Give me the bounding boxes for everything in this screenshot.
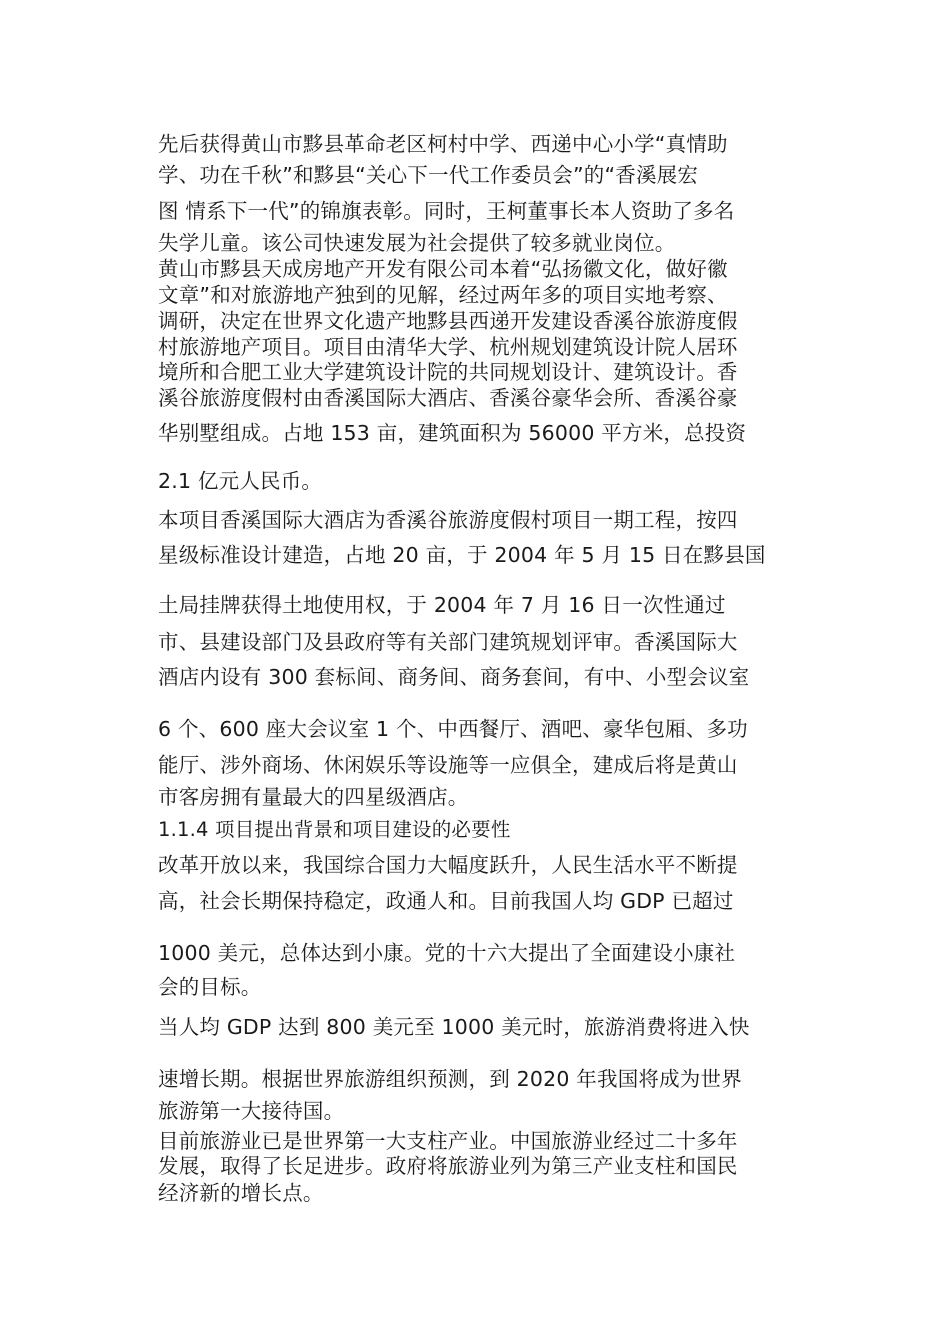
text-line: 6 个、600 座大会议室 1 个、中西餐厅、酒吧、豪华包厢、多功 [158, 717, 748, 741]
section-heading: 1.1.4 项目提出背景和项目建设的必要性 [158, 818, 511, 841]
text-line: 图 情系下一代”的锦旗表彰。同时，王柯董事长本人资助了多名 [158, 199, 735, 223]
text-line: 市、县建设部门及县政府等有关部门建筑规划评审。香溪国际大 [158, 630, 738, 654]
text-line: 改革开放以来，我国综合国力大幅度跃升，人民生活水平不断提 [158, 853, 738, 877]
text-line: 溪谷旅游度假村由香溪国际大酒店、香溪谷豪华会所、香溪谷豪 [158, 386, 738, 410]
text-line: 能厅、涉外商场、休闲娱乐等设施等一应俱全，建成后将是黄山 [158, 753, 738, 777]
text-line: 市客房拥有量最大的四星级酒店。 [158, 785, 469, 809]
text-line: 黄山市黟县天成房地产开发有限公司本着“弘扬徽文化，做好徽 [158, 257, 728, 281]
text-line: 调研，决定在世界文化遗产地黟县西递开发建设香溪谷旅游度假 [158, 309, 738, 333]
text-line: 文章”和对旅游地产独到的见解，经过两年多的项目实地考察、 [158, 283, 728, 307]
text-line: 失学儿童。该公司快速发展为社会提供了较多就业岗位。 [158, 231, 676, 255]
text-line: 会的目标。 [158, 975, 262, 999]
text-line: 酒店内设有 300 套标间、商务间、商务套间，有中、小型会议室 [158, 665, 750, 689]
text-line: 先后获得黄山市黟县革命老区柯村中学、西递中心小学“真情助 [158, 132, 728, 156]
text-line: 当人均 GDP 达到 800 美元至 1000 美元时，旅游消费将进入快 [158, 1015, 750, 1039]
text-line: 高，社会长期保持稳定，政通人和。目前我国人均 GDP 已超过 [158, 889, 734, 913]
text-line: 境所和合肥工业大学建筑设计院的共同规划设计、建筑设计。香 [158, 360, 738, 384]
text-line: 速增长期。根据世界旅游组织预测，到 2020 年我国将成为世界 [158, 1067, 742, 1091]
text-line: 土局挂牌获得土地使用权，于 2004 年 7 月 16 日一次性通过 [158, 593, 726, 617]
text-line: 发展，取得了长足进步。政府将旅游业列为第三产业支柱和国民 [158, 1154, 738, 1178]
text-line: 本项目香溪国际大酒店为香溪谷旅游度假村项目一期工程，按四 [158, 508, 738, 532]
text-line: 1000 美元，总体达到小康。党的十六大提出了全面建设小康社 [158, 941, 736, 965]
text-line: 经济新的增长点。 [158, 1181, 324, 1205]
text-line: 学、功在千秋”和黟县“关心下一代工作委员会”的“香溪展宏 [158, 163, 699, 187]
text-line: 2.1 亿元人民币。 [158, 469, 323, 493]
text-line: 星级标准设计建造，占地 20 亩，于 2004 年 5 月 15 日在黟县国 [158, 543, 766, 567]
text-line: 目前旅游业已是世界第一大支柱产业。中国旅游业经过二十多年 [158, 1129, 738, 1153]
text-line: 旅游第一大接待国。 [158, 1099, 345, 1123]
text-line: 华别墅组成。占地 153 亩，建筑面积为 56000 平方米，总投资 [158, 421, 747, 445]
text-line: 村旅游地产项目。项目由清华大学、杭州规划建筑设计院人居环 [158, 335, 738, 359]
